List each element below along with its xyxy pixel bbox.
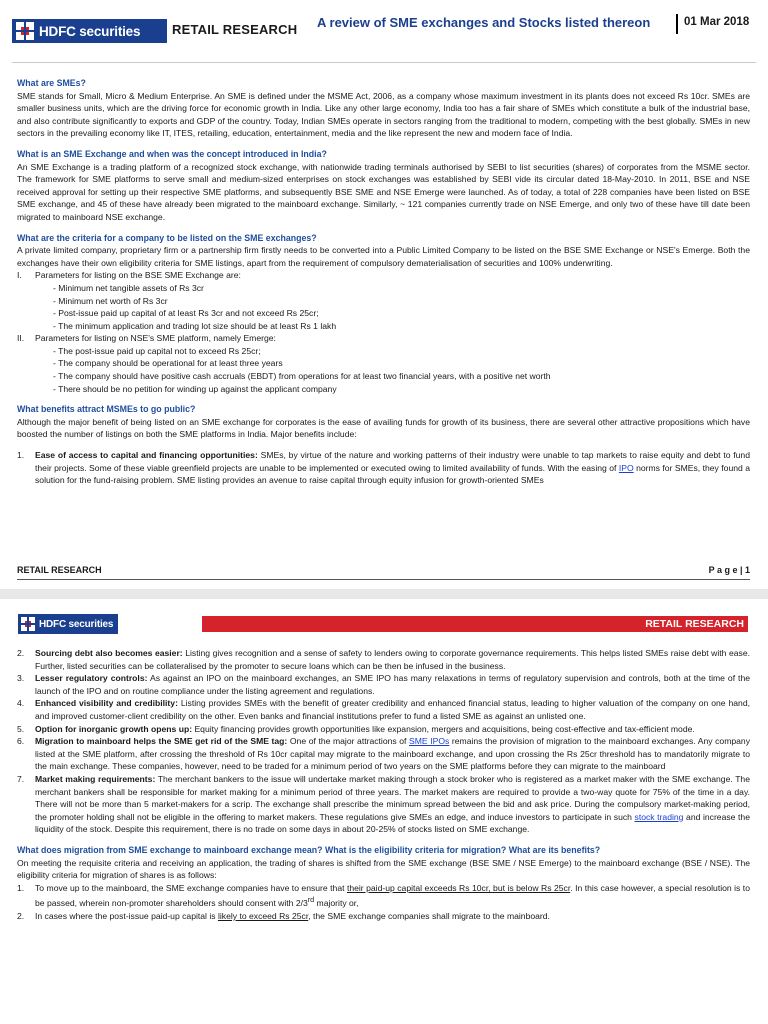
benefit-item: 6. Migration to mainboard helps the SME get rid of the SME tag: One of the major attractions of SME IPOs remains the provision of migration to the mainboard exchanges. Any company listed at the SME platform, after crossing the threshold of Rs 10cr capital may migrate to the mainboard exchange, and upon crossing the Rs 25cr threshold has to mandatorily migrate to the main exchange. These companies, however, need to be traded for a minimum period of two years on the SME platforms before they can migrate to the mainboard: [17, 736, 750, 772]
hdfc-logo-icon: [21, 617, 35, 631]
sub-list: [17, 282, 750, 332]
logo-text: HDFC securities: [39, 618, 114, 630]
retail-research-label: RETAIL RESEARCH: [172, 22, 298, 37]
benefit-item: 4. Enhanced visibility and credibility: Listing provides SMEs with the benefit of greater credibility and enhanced financial status, leading to higher valuation of the company on one hand, and improved customer-client credibility on the other. Even banks and financial institutions prefer to fund a listed SME as against an unlisted one.: [17, 698, 750, 721]
page-header: [0, 0, 768, 64]
page2-body: [17, 647, 750, 922]
page1-body: [17, 77, 750, 487]
stock-trading-link[interactable]: stock trading: [634, 811, 684, 822]
section-heading: What benefits attract MSMEs to go public?: [17, 404, 196, 415]
sme-ipos-link[interactable]: SME IPOs: [409, 736, 450, 747]
logo-text: HDFC securities: [39, 23, 141, 39]
benefit-item: 3. Lesser regulatory controls: As against an IPO on the mainboard exchanges, an SME IPO has many relaxations in terms of regulatory supervision and controls, both at the time of the launch of the IPO and on routine compliance under the listing agreement and regulations.: [17, 673, 751, 696]
page-separator: [0, 589, 768, 599]
page-footer: [17, 565, 750, 579]
paragraph: SME stands for Small, Micro & Medium Enterprise. An SME is defined under the MSME Act, 2006, as a company whose maximum investment in its plants does not exceed Rs 10cr. SMEs are smaller business units, which are the driving force for economic growth in India. Like any other large economy, India too has a fair share of SMEs which constitute a bulk of the industrial base, and also contribute significantly to exports and GDP of the country. Today, Indian SMEs operate in sectors ranging from the traditional to modern, competing with the best globally. SMEs in new sectors in the prevailing economy like IT, ITES, retailing, education, entertainment, media and the like represent the new and modern face of India.: [17, 90, 750, 139]
header-divider: [676, 14, 678, 34]
migration-item: 2. In cases where the post-issue paid-up capital is likely to exceed Rs 25cr, the SME exchange companies shall migrate to the mainboard.: [17, 910, 550, 921]
section-heading: What does migration from SME exchange to mainboard exchange mean? What is the eligibility criteria for migration? What are its benefits?: [17, 844, 601, 855]
benefit-item: 5. Option for inorganic growth opens up: Equity financing provides growth opportunities like expansion, mergers and acquisitions, being cost-effective and tax-efficient mode.: [17, 723, 695, 734]
list-item: - The post-issue paid up capital not to exceed Rs 25cr;: [53, 345, 261, 356]
benefit-item: 2. Sourcing debt also becomes easier: Listing gives recognition and a sense of safety to lenders owing to corporate governance requirements. This helps listed SMEs raise debt with ease. Further, listed securities can be collateralised by the promoter to secure loans which can be then be infused in the business.: [17, 648, 751, 671]
list-item: - Post-issue paid up capital of at least Rs 3cr and not exceed Rs 25cr;: [53, 308, 319, 319]
paragraph: Although the major benefit of being listed on an SME exchange for corporates is the ease of availing funds for growth of its business, there are several other attractive propositions which have boosted the number of listings on both the SME platforms in India. Major benefits include:: [17, 416, 750, 440]
document-title: A review of SME exchanges and Stocks listed thereon: [317, 15, 651, 30]
list-item: - The minimum application and trading lot size should be at least Rs 1 lakh: [53, 320, 337, 331]
migration-item: 1. To move up to the mainboard, the SME exchange companies have to ensure that their paid-up capital exceeds Rs 10cr, but is below Rs 25cr. In this case however, a special resolution is to be passed, wherein non-promoter shareholders should consent with 2/3rd majority or,: [17, 882, 750, 909]
list-item: - Minimum net worth of Rs 3cr: [53, 295, 168, 306]
header-rule: [12, 62, 756, 63]
list-item: II. Parameters for listing on NSE's SME platform, namely Emerge:: [17, 333, 276, 344]
hdfc-logo: [18, 614, 118, 634]
list-item: - Minimum net tangible assets of Rs 3cr: [53, 282, 204, 293]
paragraph: An SME Exchange is a trading platform of a recognized stock exchange, with nationwide trading terminals authorised by SEBI to list securities (shares) of corporates from the MSME sector. The framework for SME platforms to serve small and medium-sized enterprises on stock exchanges was established by SEBI vide its circular dated 18-May-2010. In 2011, BSE and NSE received approval for setting up their respective SME platforms, and subsequently BSE SME and NSE Emerge were launched. As of today, a total of 228 companies have been listed on BSE SME exchange, and 45 of these have already been migrated to the mainboard exchange. Similarly, ~ 121 companies currently trade on NSE Emerge, and only two of these have till date been migrated to mainboard NSE exchange.: [17, 161, 750, 222]
retail-research-banner: RETAIL RESEARCH: [202, 616, 748, 632]
hdfc-logo: [12, 19, 167, 43]
benefit-item: 7. Market making requirements: The merchant bankers to the issue will undertake market making through a stock broker who is registered as a market maker with the SME exchange. The merchant bankers shall be responsible for market making for a minimum period of three years. The market makers are required to provide a two-way quote for 75% of the time in a day. There will not be more than 5 market-makers for a scrip. The exchange shall prescribe the minimum spread between the bid and ask price. During the compulsory market-making period, the promoter holding shall not be eligible in the offering to market makers. These regulations give SMEs an edge, and induce investors to participate in such stock trading and increase the liquidity of the stock. Despite this requirement, there is no trade on some days in about 20-25% of stocks listed on SME exchange.: [17, 773, 750, 835]
list-item: I. Parameters for listing on the BSE SME Exchange are:: [17, 270, 241, 281]
document-date: 01 Mar 2018: [684, 16, 750, 28]
sub-list: [17, 345, 750, 395]
footer-label: RETAIL RESEARCH: [17, 565, 102, 575]
footer-rule: [17, 579, 750, 580]
list-item: - The company should be operational for at least three years: [53, 358, 283, 369]
hdfc-logo-icon: [16, 22, 34, 40]
paragraph: A private limited company, proprietary firm or a partnership firm firstly needs to be converted into a Public Limited Company to be listed on the BSE SME Exchange or NSE's Emerge. Both the exchanges have their own eligibility criteria for SME listings, apart from the requirement of compulsory dematerialisation of securities and 100% underwriting.: [17, 245, 750, 268]
list-item: - The company should have positive cash accruals (EBDT) from operations for at least two financial years, with a positive net worth: [53, 371, 551, 382]
list-item: - There should be no petition for winding up against the applicant company: [53, 383, 337, 394]
page-number: P a g e | 1: [708, 565, 750, 575]
benefit-item: 1. Ease of access to capital and financing opportunities: SMEs, by virtue of the nature and working patterns of their industry were unable to tap markets to raise equity and debt to fund their projects. Some of these viable greenfield projects are unable to be implemented or executed owing to limited availability of funds. With the easing of IPO norms for SMEs, they found a solution for the fund-raising problem. SME listing provides an avenue to raise capital through equity infusion for growth-oriented SMEs: [17, 450, 750, 486]
paragraph: On meeting the requisite criteria and receiving an application, the trading of shares is shifted from the SME exchange (BSE SME / NSE Emerge) to the mainboard exchange (BSE / NSE). The eligibility criteria for migration of shares is as follows:: [17, 857, 750, 881]
ipo-link[interactable]: IPO: [618, 462, 634, 473]
section-heading: What are SMEs?: [17, 78, 86, 88]
section-heading: What is an SME Exchange and when was the concept introduced in India?: [17, 148, 327, 159]
section-heading: What are the criteria for a company to be listed on the SME exchanges?: [17, 232, 317, 243]
